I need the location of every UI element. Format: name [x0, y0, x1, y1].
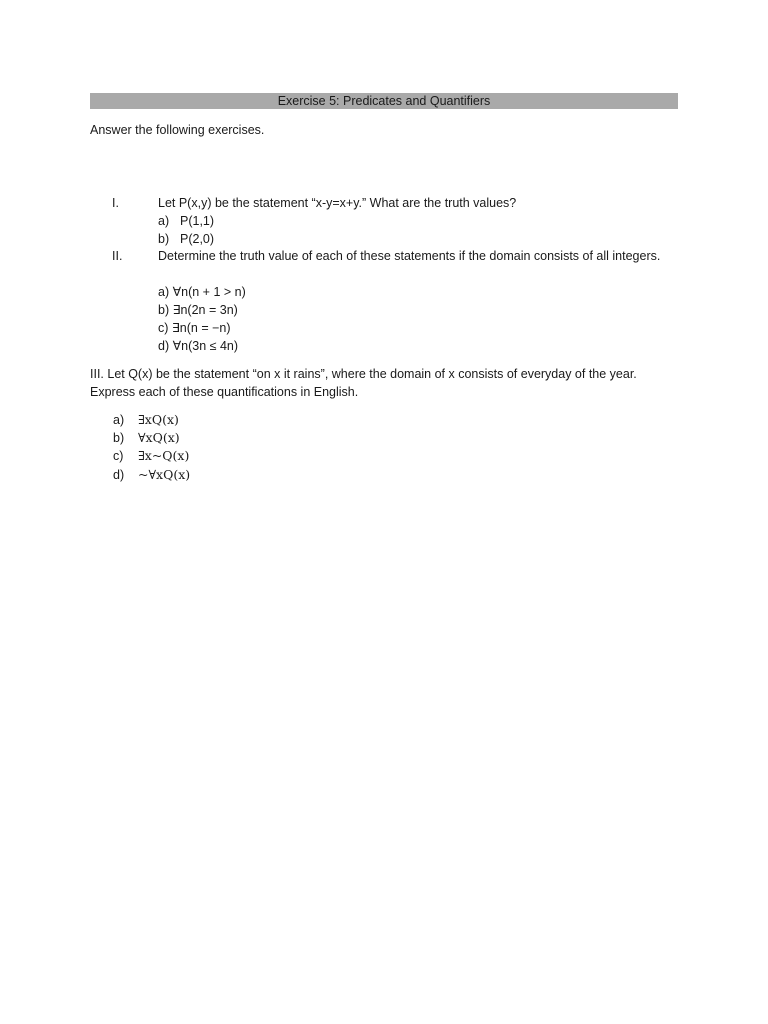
item-letter: a) — [113, 413, 125, 427]
question-2-text: Determine the truth value of each of these statements if the domain consists of all integers. — [158, 249, 661, 263]
item-text: P(2,0) — [180, 232, 215, 246]
question-2-item-a: a) ∀n(n + 1 > n) — [158, 285, 246, 299]
question-3-item-b — [113, 429, 180, 447]
question-3-text: III. Let Q(x) be the statement “on x it rains”, where the domain of x consists of everyday of the year. Express each of these quantifications in English. — [90, 367, 637, 399]
question-1-item-a — [158, 212, 214, 230]
item-letter: a) — [158, 214, 170, 228]
item-text: P(1,1) — [180, 214, 215, 228]
question-1-text: Let P(x,y) be the statement “x-y=x+y.” What are the truth values? — [158, 196, 517, 210]
question-2-item-b: b) ∃n(2n = 3n) — [158, 303, 238, 317]
item-letter: b) — [113, 431, 125, 445]
question-2-numeral: II. — [112, 249, 123, 263]
item-letter: d) — [113, 468, 125, 482]
item-expression: ∃x~Q(x) — [138, 448, 190, 463]
question-3-item-c — [113, 447, 189, 465]
exercise-title: Exercise 5: Predicates and Quantifiers — [90, 93, 678, 109]
item-expression: ~∀xQ(x) — [138, 467, 191, 482]
item-letter: c) — [113, 449, 124, 463]
instructions-text: Answer the following exercises. — [90, 123, 265, 137]
question-2-item-c: c) ∃n(n = −n) — [158, 321, 231, 335]
question-2-item-d: d) ∀n(3n ≤ 4n) — [158, 339, 239, 353]
question-3-item-d — [113, 466, 190, 484]
item-expression: ∃xQ(x) — [138, 412, 179, 427]
question-1-numeral: I. — [112, 196, 119, 210]
item-letter: b) — [158, 232, 170, 246]
question-3-item-a — [113, 411, 179, 429]
question-1-item-b — [158, 230, 214, 248]
item-expression: ∀xQ(x) — [138, 430, 180, 445]
